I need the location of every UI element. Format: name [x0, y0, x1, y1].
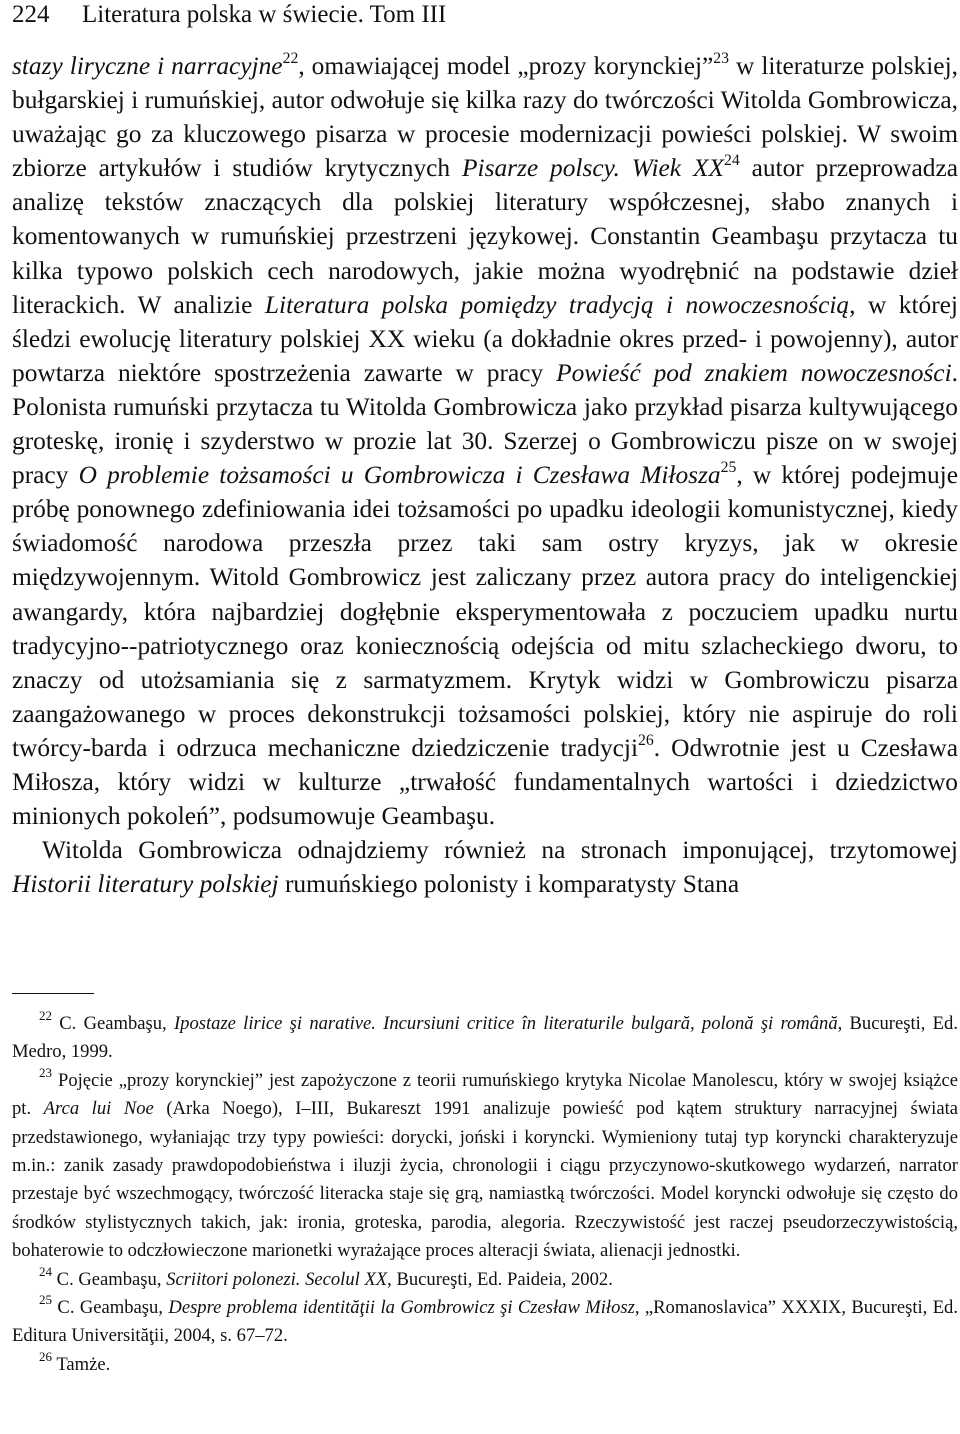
paragraph-2 [12, 833, 958, 901]
running-title: Literatura polska w świecie. Tom III [82, 1, 447, 28]
running-header [12, 0, 446, 36]
footnote-italic: Despre problema identităţii la Gombrowicz şi Czesław Miłosz [168, 1297, 635, 1319]
text-run: w literaturze polskiej, bułgarskiej i rumuńskiej, autor odwołuje się kilka razy do twórczości Witolda Gombrowicza, uważając go za kluczowego pisarza w procesie modernizacji powieści polskiej. W swoim zbiorze artykułów i studiów krytycznych [12, 52, 958, 183]
text-run: Witolda Gombrowicza odnajdziemy również na stronach imponującej, trzytomowej [42, 836, 958, 865]
footnote-number: 26 [39, 1348, 53, 1364]
text-run: w której śledzi ewolucję literatury polskiej XX wieku (a dokładnie okres przed- i powojenny), autor powtarza niektóre spostrzeżenia zawarte w pracy [12, 290, 958, 387]
footnote-26 [12, 1348, 958, 1379]
page-number: 224 [12, 1, 50, 28]
footnote-22 [12, 1007, 958, 1067]
text-italic: stazy liryczne i narracyjne [12, 52, 283, 80]
text-run: autor przeprowadza analizę tekstów znaczących dla polskiej literatury współczesnej, słabo znanych i komentowanych w rumuńskiej przestrzeni językowej. Constantin Geambaşu przytacza tu kilka typowo polskich cech narodowych, jakie można wyodrębnić na podstawie dzieł literackich. W analizie [12, 154, 958, 319]
text-italic: Pisarze polscy. Wiek XX [462, 154, 724, 183]
footnote-ref-24: 24 [723, 152, 740, 170]
footnote-ref-26: 26 [638, 731, 654, 749]
footnote-text: C. Geambaşu, [52, 1013, 174, 1034]
footnote-ref-22: 22 [282, 49, 299, 67]
footnote-25 [12, 1291, 958, 1351]
text-run: . Odwrotnie jest u Czesława Miłosza, który widzi w kulturze „trwałość fundamentalnych wartości i dziedzictwo minionych pokoleń”, podsumowuje Geambaşu. [12, 733, 958, 831]
footnote-text: Tamże. [52, 1353, 111, 1375]
footnote-text: (Arka Noego), I–III, Bukareszt 1991 analizuje powieść pod kątem struktury narracyjnej świata przedstawionego, wyłaniając trzy typy powieści: dorycki, joński i koryncki. Wymieniony tutaj typ koryncki charakteryzuje m.in.: zanik zasady prawdopodobieństwa i iluzji życia, chronologii i ciągu przyczynowo-skutkowego wydarzeń, narrator przestaje być wszechmogący, twórczość literacka staje się grą, namiastką twórczości. Model koryncki odwołuje się często do środków stylistycznych takich, jak: ironia, groteska, parodia, alegoria. Rzeczywistość jest raczej pseudorzeczywistością, bohaterowie to odczłowieczone marionetki wyrażające proces alteracji świata, alienacji jednostki. [12, 1098, 959, 1262]
text-italic: Literatura polska pomiędzy tradycją i nowoczesnością, [264, 290, 856, 319]
footnote-number: 22 [39, 1007, 53, 1023]
text-run: , w której podejmuje próbę ponownego zdefiniowania idei tożsamości po upadku ideologii komunistycznej, kiedy świadomość narodowa przeszła przez taki sam ostry kryzys, jak w okresie międzywojennym. Witold Gombrowicz jest zaliczany przez autora pracy do inteligenckiej awangardy, która najbardziej dogłębnie eksperymentowała z poczuciem upadku nurtu tradycyjno-‑patriotycznego oraz koniecznością odejścia od mitu szlacheckiego dworu, to znaczy od utożsamiania się z sarmatyzmem. Krytyk widzi w Gombrowiczu pisarza zaangażowanego w proces dekonstrukcji tożsamości polskiej, który nie aspiruje do roli twórcy-barda i odrzuca mechaniczne dziedziczenie tradycji [12, 461, 958, 762]
footnote-ref-25: 25 [720, 459, 737, 477]
footnote-text: , „Romanoslavica” XXXIX, Bucureşti, Ed. Editura Universităţii, 2004, s. 67–72. [12, 1297, 958, 1347]
main-text [12, 49, 958, 901]
footnote-text: C. Geambaşu, [52, 1297, 169, 1319]
text-run: . Polonista rumuński przytacza tu Witolda Gombrowicza jako przykład pisarza kultywującego groteskę, ironię i szyderstwo w prozie lat 30. Szerzej o Gombrowiczu pisze on w swojej pracy [12, 358, 958, 490]
text-run: rumuńskiego polonisty i komparatysty Stana [278, 870, 740, 899]
footnote-text: C. Geambaşu, [52, 1268, 167, 1290]
footnote-italic: Scriitori polonezi. Secolul XX [166, 1268, 388, 1290]
footnote-23 [12, 1064, 959, 1266]
footnote-number: 25 [39, 1291, 53, 1307]
footnote-ref-23: 23 [713, 49, 730, 67]
text-italic: Historii literatury polskiej [12, 870, 279, 899]
footnote-24 [12, 1263, 958, 1294]
footnote-italic: Ipostaze lirice şi narative. Incursiuni critice în literaturile bulgară, polonă şi română [173, 1013, 838, 1034]
footnote-text: , Bucureşti, Ed. Paideia, 2002. [387, 1268, 613, 1290]
paragraph-1 [12, 49, 958, 833]
footnote-number: 23 [39, 1064, 53, 1080]
text-run: , omawiającej model „prozy korynckiej” [298, 52, 714, 80]
text-italic: Powieść pod znakiem nowoczesności [556, 358, 952, 387]
text-italic: O problemie tożsamości u Gombrowicza i Czesława Miłosza [78, 461, 721, 490]
footnote-separator [12, 993, 94, 994]
footnote-text: Pojęcie „prozy korynckiej” jest zapożyczone z teorii rumuńskiego krytyka Nicolae Manolescu, który w swojej książce pt. [12, 1069, 958, 1120]
footnote-text: , Bucureşti, Ed. Medro, 1999. [12, 1013, 958, 1063]
footnote-number: 24 [39, 1263, 53, 1279]
footnotes [12, 1007, 959, 1379]
footnote-italic: Arca lui Noe [43, 1098, 154, 1120]
